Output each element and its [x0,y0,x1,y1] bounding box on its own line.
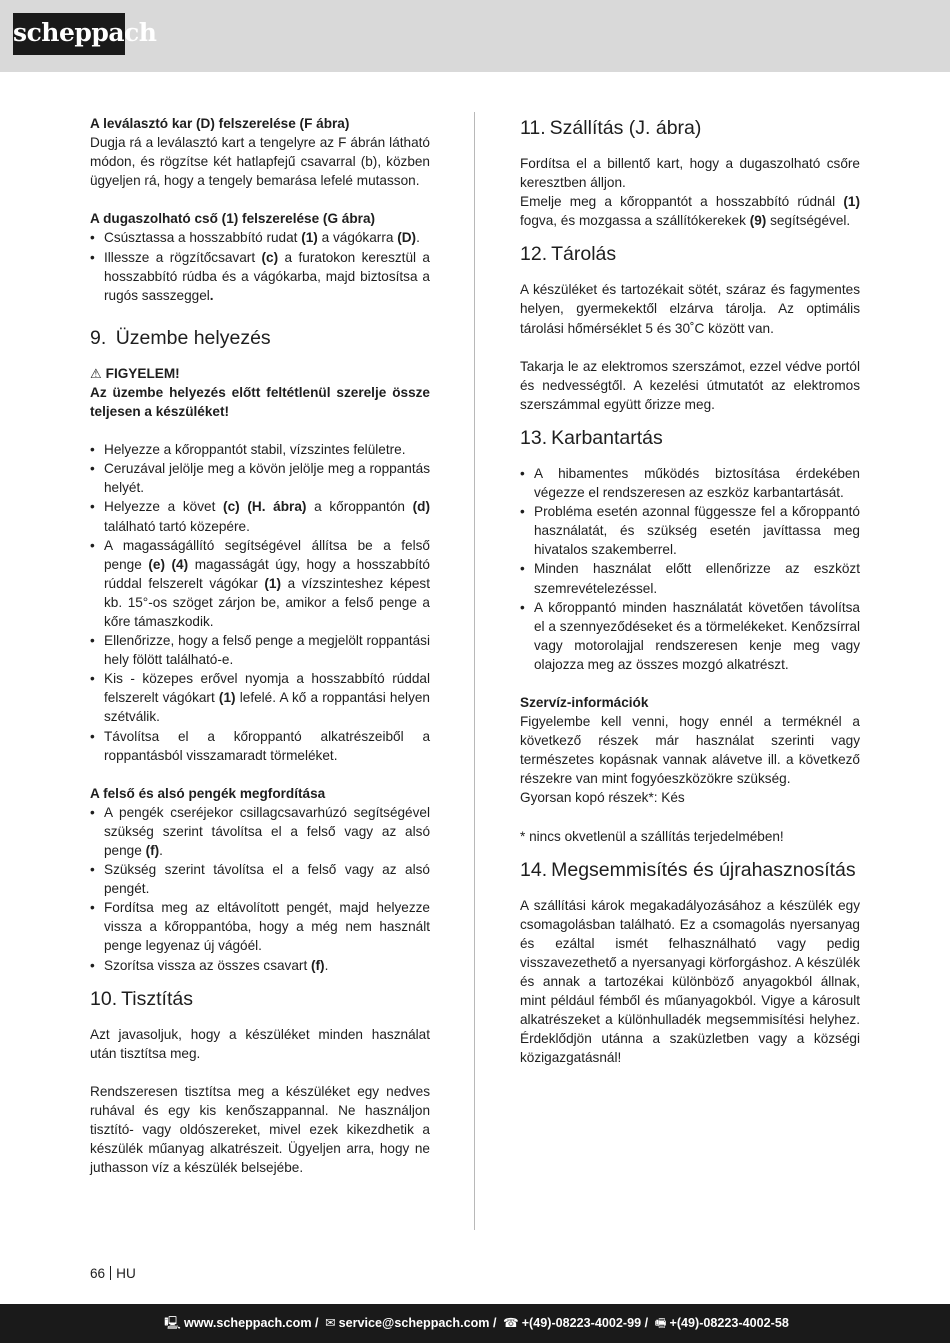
list-item: • Probléma esetén azonnal függessze fel a kőroppantó használatát, és szükség esetén javíttassa meg hivatalos szakemberrel. [520,502,860,559]
warning-label: ⚠ FIGYELEM! [90,364,430,383]
paragraph: A készüléket és tartozékait sötét, száraz és fagymentes helyen, gyermekektől elzárva tárolja. Az optimális tárolási hőmérséklet 5 és 30˚C között van. [520,282,860,336]
paragraph: Rendszeresen tisztítsa meg a készüléket egy nedves ruhával és egy kis kenőszappannal. Ne használjon tisztító- vagy oldószereket, mivel ezek kikezdhetik a készülék műanyag alkatrészeit. Ügyeljen arra, hogy ne juthasson víz a készülék belsejébe. [90,1083,430,1176]
list-item: • Ellenőrizze, hogy a felső penge a megjelölt roppantási hely fölött található-e. [90,631,430,669]
subheading: A felső és alsó pengék megfordítása [90,785,326,801]
bullet-list [90,440,430,765]
section-heading-12: 12. Tárolás [520,243,617,266]
paragraph: Azt javasoljuk, hogy a készüléket minden használat után tisztítsa meg. [90,1026,430,1061]
list-item: • Minden használat előtt ellenőrizze az eszközt szemrevételezéssel. [520,559,860,597]
list-item: • A pengék cseréjekor csillagcsavarhúzó segítségével szükség szerint távolítsa el a felső vagy az alsó penge (f). [90,803,430,860]
page-header [0,0,950,72]
left-column [90,114,430,1177]
website-link[interactable]: www.scheppach.com / [183,1316,319,1330]
paragraph: A szállítási károk megakadályozásához a készülék egy csomagolásban található. Ez a csomagolás nyersanyag és ezáltal ismét felhasználható vagy pedig visszavezethető a nyersanyagi körforgáshoz. A készülék és annak a tartozékai különböző anyagokból állnak, mint például fémből és műanyagokból. Vigye a károsult alkatrészeket a különhulladék megsemmisítési helyhez. Érdeklődjön utánna a szaküzletben vagy a községi közigazgatásnál! [520,897,860,1066]
paragraph: Gyorsan kopó részek*: Kés [520,790,685,806]
list-item: • Távolítsa el a kőroppantó alkatrészeiből a roppantásból visszamaradt törmeléket. [90,727,430,765]
computer-icon: 🖳 [164,1316,181,1330]
section-heading-14: 14. Megsemmisítés és újrahasznosítás [520,858,856,881]
list-item: • A kőroppantó minden használatát követően távolítsa el a szennyeződéseket és a törmelékeket. Kenőzsírral vagy motorolajjal rendszeresen kenje meg vagy olajozza meg az összes mozgó alkatrészt. [520,598,860,674]
phone-icon: ☎ [503,1316,519,1330]
bullet-list [90,228,430,304]
page-number: 66 HU [90,1266,136,1281]
fax-number: +(49)-08223-4002-58 [669,1316,789,1330]
subheading: Szervíz-információk [520,694,649,710]
list-item: • Illessze a rögzítőcsavart (c) a furatokon keresztül a hosszabbító rúdba és a vágókarba, majd biztosítsa a rugós sasszeggel. [90,248,430,305]
section-heading-13: 13. Karbantartás [520,426,663,449]
list-item: • Ceruzával jelölje meg a kövön jelölje meg a roppantás helyét. [90,459,430,497]
paragraph: Dugja rá a leválasztó kart a tengelyre az F ábrán látható módon, és rögzítse két hatlapfejű csavarral (b), közben ügyeljen rá, hogy a tengely bemarása lefelé mutasson. [90,135,430,189]
paragraph: Fordítsa el a billentő kart, hogy a dugaszolható csőre keresztben álljon. [520,156,860,191]
paragraph: Emelje meg a kőroppantót a hosszabbító rúdnál (1) fogva, és mozgassa a szállítókerekek (9) segítségével. [520,194,860,229]
fax-icon: 🖷 [654,1316,667,1330]
section-heading-11: 11. Szállítás (J. ábra) [520,117,702,139]
list-item: • Szükség szerint távolítsa el a felső vagy az alsó pengét. [90,860,430,898]
footnote: * nincs okvetlenül a szállítás terjedelmében! [520,828,784,844]
brand-logo: scheppach [13,13,125,55]
warning-text: Az üzembe helyezés előtt feltétlenül szerelje össze teljesen a készüléket! [90,384,430,420]
paragraph: Figyelembe kell venni, hogy ennél a terméknél a következő részek már használat szerinti vagy természetes kopásnak vannak alávetve ill. a következő részekre van mint fogyóeszközökre szükség. [520,714,860,787]
list-item: • Csúsztassa a hosszabbító rudat (1) a vágókarra (D). [90,228,430,247]
bullet-list [520,464,860,674]
list-item: • Helyezze a kőroppantót stabil, vízszintes felületre. [90,440,430,459]
phone-number: +(49)-08223-4002-99 / [521,1316,649,1330]
paragraph: Takarja le az elektromos szerszámot, ezzel védve portól és nedvességtől. A kezelési útmutatót az elektromos szerszámmal együtt őrizze meg. [520,358,860,412]
email-link[interactable]: service@scheppach.com / [338,1316,497,1330]
right-column [520,114,860,1067]
list-item: • A magasságállító segítségével állítsa be a felső penge (e) (4) magasságát úgy, hogy a hosszabbító rúddal felszerelt vágókar (1) a vízszinteshez képest kb. 15°-os szöget zárjon be, amikor a felső penge a kőre támaszkodik. [90,536,430,631]
list-item: • Kis - közepes erővel nyomja a hosszabbító rúddal felszerelt vágókart (1) lefelé. A kő a roppantási helyen szétválik. [90,669,430,726]
list-item: • Helyezze a követ (c) (H. ábra) a kőroppantón (d) található tartó közepére. [90,497,430,535]
section-heading-10: 10. Tisztítás [90,987,193,1010]
envelope-icon: ✉ [325,1316,336,1330]
section-heading-9: 9. Üzembe helyezés [90,326,271,349]
column-divider [474,112,475,1230]
list-item: • Szorítsa vissza az összes csavart (f). [90,956,430,975]
list-item: • A hibamentes működés biztosítása érdekében végezze el rendszeresen az eszköz karbantartását. [520,464,860,502]
page-footer [0,1304,950,1343]
list-item: • Fordítsa meg az eltávolított pengét, majd helyezze vissza a kőroppantóba, hogy a még nem használt penge legyenaz új vágóél. [90,898,430,955]
subheading: A leválasztó kar (D) felszerelése (F ábra) [90,116,350,131]
subheading: A dugaszolható cső (1) felszerelése (G ábra) [90,211,376,227]
warning-triangle-icon: ⚠ [90,365,102,381]
bullet-list [90,803,430,975]
